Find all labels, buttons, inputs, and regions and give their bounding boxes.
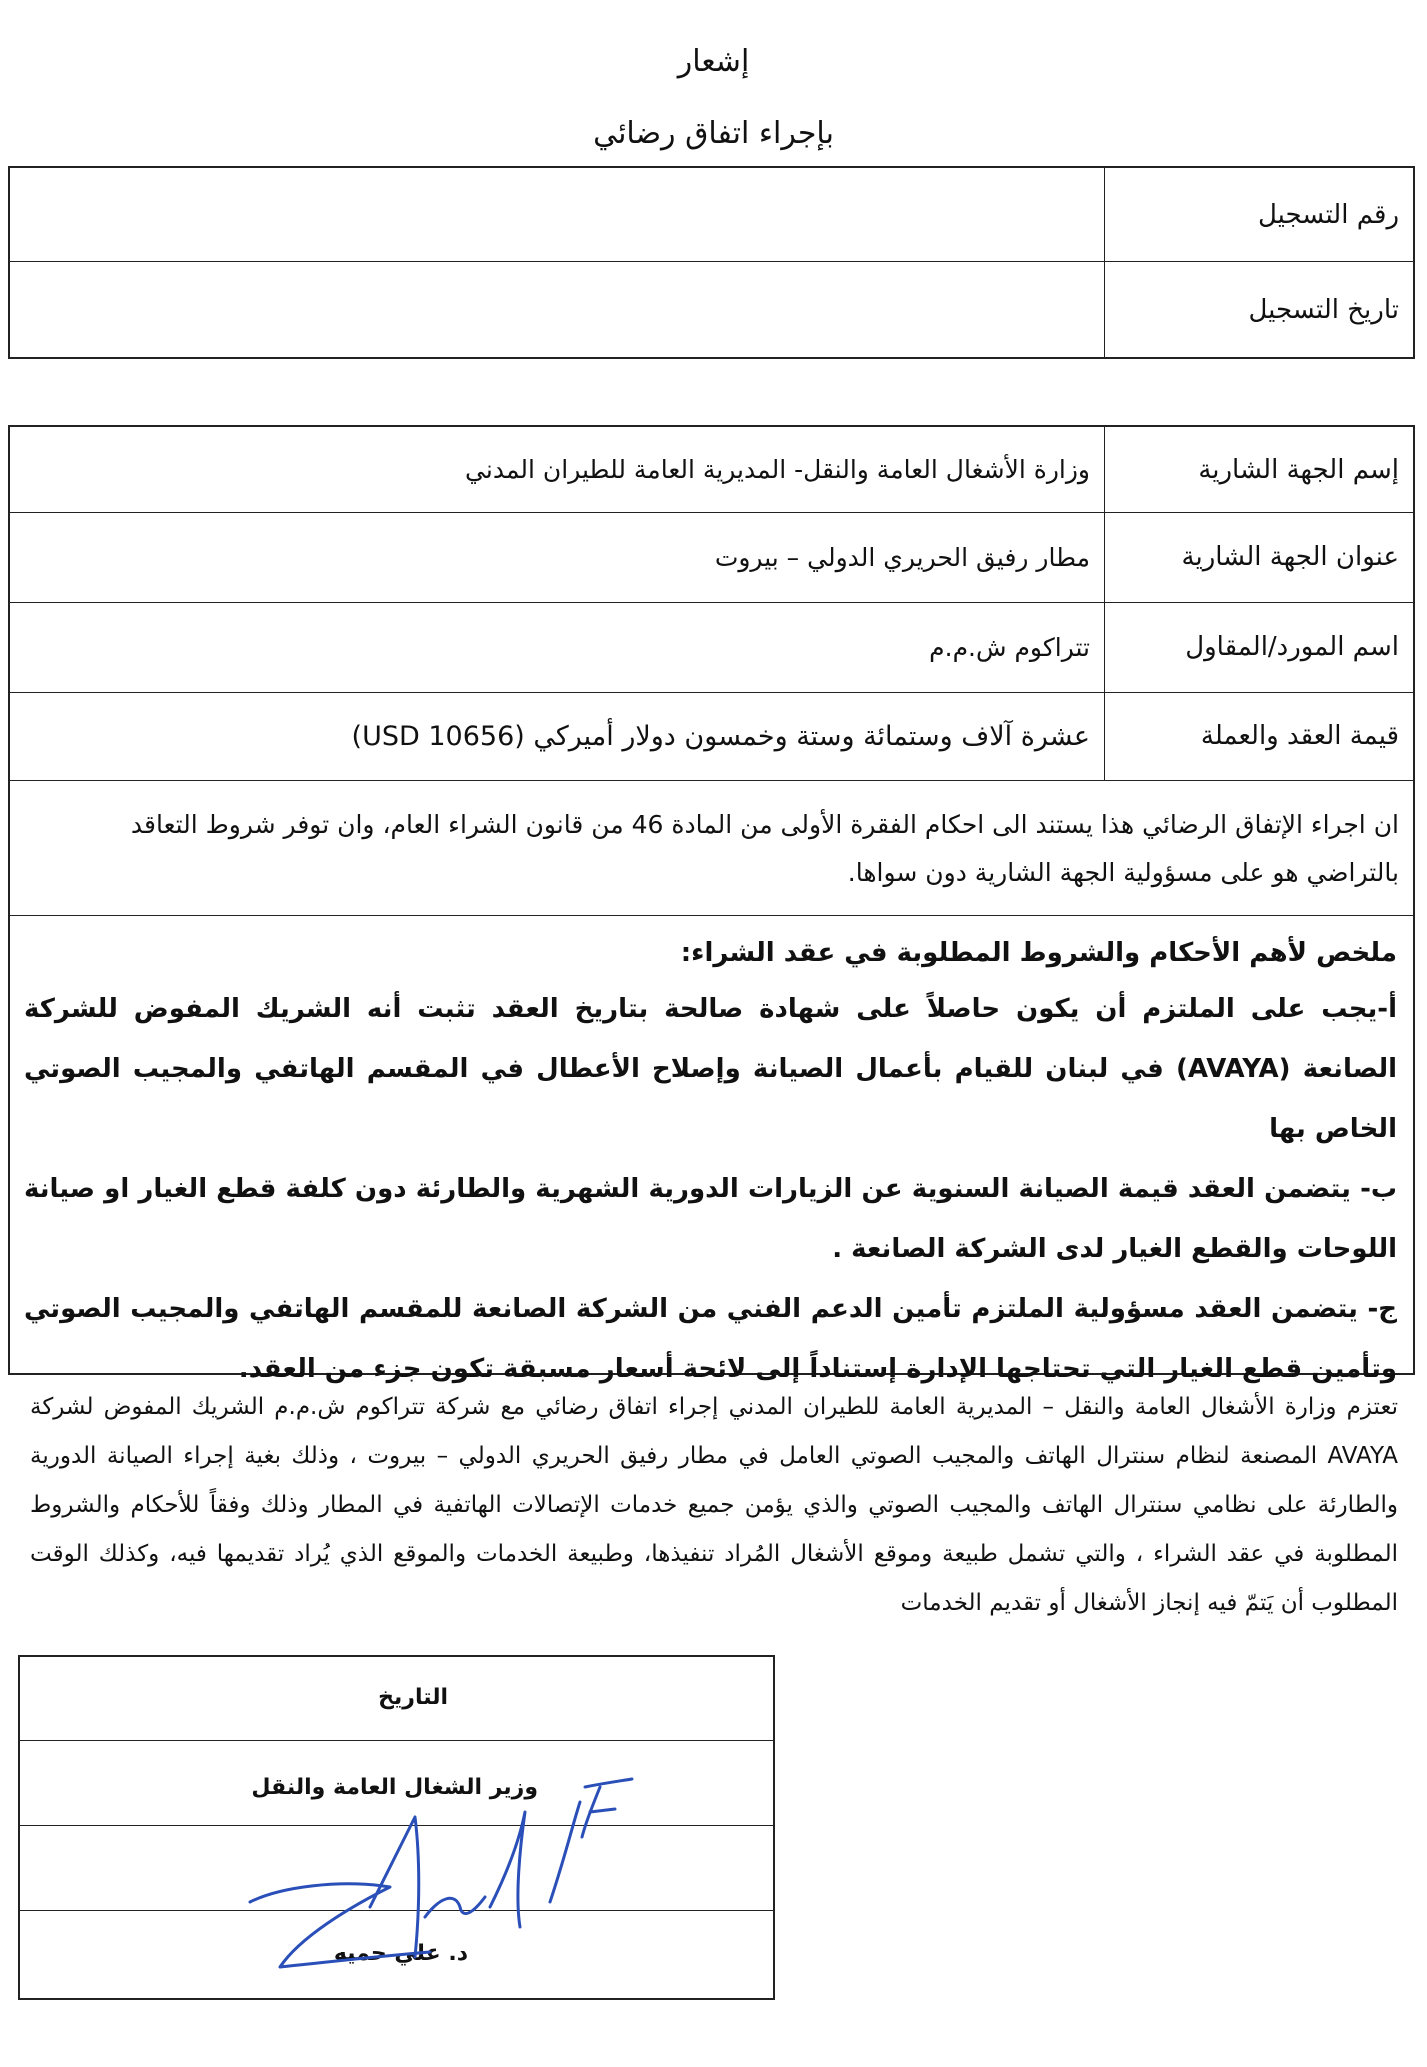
handwritten-signature	[220, 1767, 640, 1997]
registration-date-label: تاريخ التسجيل	[1248, 294, 1399, 325]
contract-value-label: قيمة العقد والعملة	[1200, 721, 1399, 751]
registration-table	[8, 166, 1415, 359]
registration-number-label: رقم التسجيل	[1257, 199, 1399, 230]
signature-divider	[20, 1740, 773, 1741]
signatory-title: وزير الشغال العامة والنقل	[251, 1775, 538, 1800]
supplier-row	[10, 602, 1413, 693]
summary-item-a: أ-يجب على الملتزم أن يكون حاصلاً على شهادة صالحة بتاريخ العقد تثبت أنه الشريك المفوض للشركة الصانعة (AVAYA) في لبنان للقيام بأعمال الصيانة وإصلاح الأعطال في المقسم الهاتفي والمجيب الصوتي الخاص بها	[24, 994, 1398, 1144]
buyer-label: إسم الجهة الشارية	[1198, 454, 1399, 485]
supplier-label: اسم المورد/المقاول	[1185, 632, 1399, 662]
document-title: إشعار	[677, 44, 750, 79]
registration-number-value	[10, 168, 1105, 261]
signatory-name: د. علي حميه	[333, 1941, 468, 1966]
contract-value-text: عشرة آلاف وستمائة وستة وخمسون دولار أميركي (USD 10656)	[10, 692, 1105, 780]
legal-basis-line-1: ان اجراء الإتفاق الرضائي هذا يستند الى احكام الفقرة الأولى من المادة 46 من قانون الشراء العام، وان توفر شروط التعاقد	[130, 810, 1399, 839]
summary-section	[24, 927, 1398, 1384]
summary-heading: ملخص لأهم الأحكام والشروط المطلوبة في عقد الشراء:	[680, 938, 1397, 968]
contract-value-row	[10, 692, 1413, 781]
supplier-value: تتراكوم ش.م.م	[10, 602, 1105, 692]
contract-info-table	[8, 425, 1415, 1384]
address-label: عنوان الجهة الشارية	[1181, 542, 1399, 572]
registration-date-value	[10, 262, 1105, 357]
address-value: مطار رفيق الحريري الدولي – بيروت	[10, 512, 1105, 602]
summary-item-b: ب- يتضمن العقد قيمة الصيانة السنوية عن الزيارات الدورية الشهرية والطارئة دون كلفة قطع الغيار او صيانة اللوحات والقطع الغيار لدى الشركة الصانعة .	[24, 1174, 1397, 1264]
legal-basis-row	[10, 780, 1413, 916]
legal-basis-line-2: بالتراضي هو على مسؤولية الجهة الشارية دون سواها.	[847, 858, 1399, 887]
address-row	[10, 512, 1413, 603]
registration-number-row	[10, 168, 1413, 262]
notice-body-paragraph: تعتزم وزارة الأشغال العامة والنقل – المديرية العامة للطيران المدني إجراء اتفاق رضائي مع شركة تتراكوم ش.م.م الشريك المفوض لشركة AVAYA المصنعة لنظام سنترال الهاتف والمجيب الصوتي العامل في مطار رفيق الحريري الدولي – بيروت ، وذلك بغية إجراء الصيانة الدورية والطارئة على نظامي سنترال الهاتف والمجيب الصوتي والذي يؤمن جميع خدمات الإتصالات الهاتفية في المطار وذلك وفقاً للأحكام والشروط المطلوبة في عقد الشراء ، والتي تشمل طبيعة وموقع الأشغال المُراد تنفيذها، وطبيعة الخدمات والموقع الذي يُراد تقديمها فيه، وكذلك الوقت المطلوب أن يَتمّ فيه إنجاز الأشغال أو تقديم الخدمات	[30, 1394, 1398, 1616]
signature-table	[18, 1655, 775, 2000]
buyer-row	[10, 427, 1413, 513]
document-subtitle: بإجراء اتفاق رضائي	[593, 116, 834, 151]
summary-item-c: ج- يتضمن العقد مسؤولية الملتزم تأمين الدعم الفني من الشركة الصانعة للمقسم الهاتفي والمجيب الصوتي وتأمين قطع الغيار التي تحتاجها الإدارة إستناداً إلى لائحة أسعار مسبقة تكون جزء من العقد.	[24, 1294, 1397, 1384]
signature-date-label: التاريخ	[378, 1685, 448, 1710]
buyer-value: وزارة الأشغال العامة والنقل- المديرية العامة للطيران المدني	[10, 427, 1105, 512]
registration-date-row	[10, 262, 1413, 357]
